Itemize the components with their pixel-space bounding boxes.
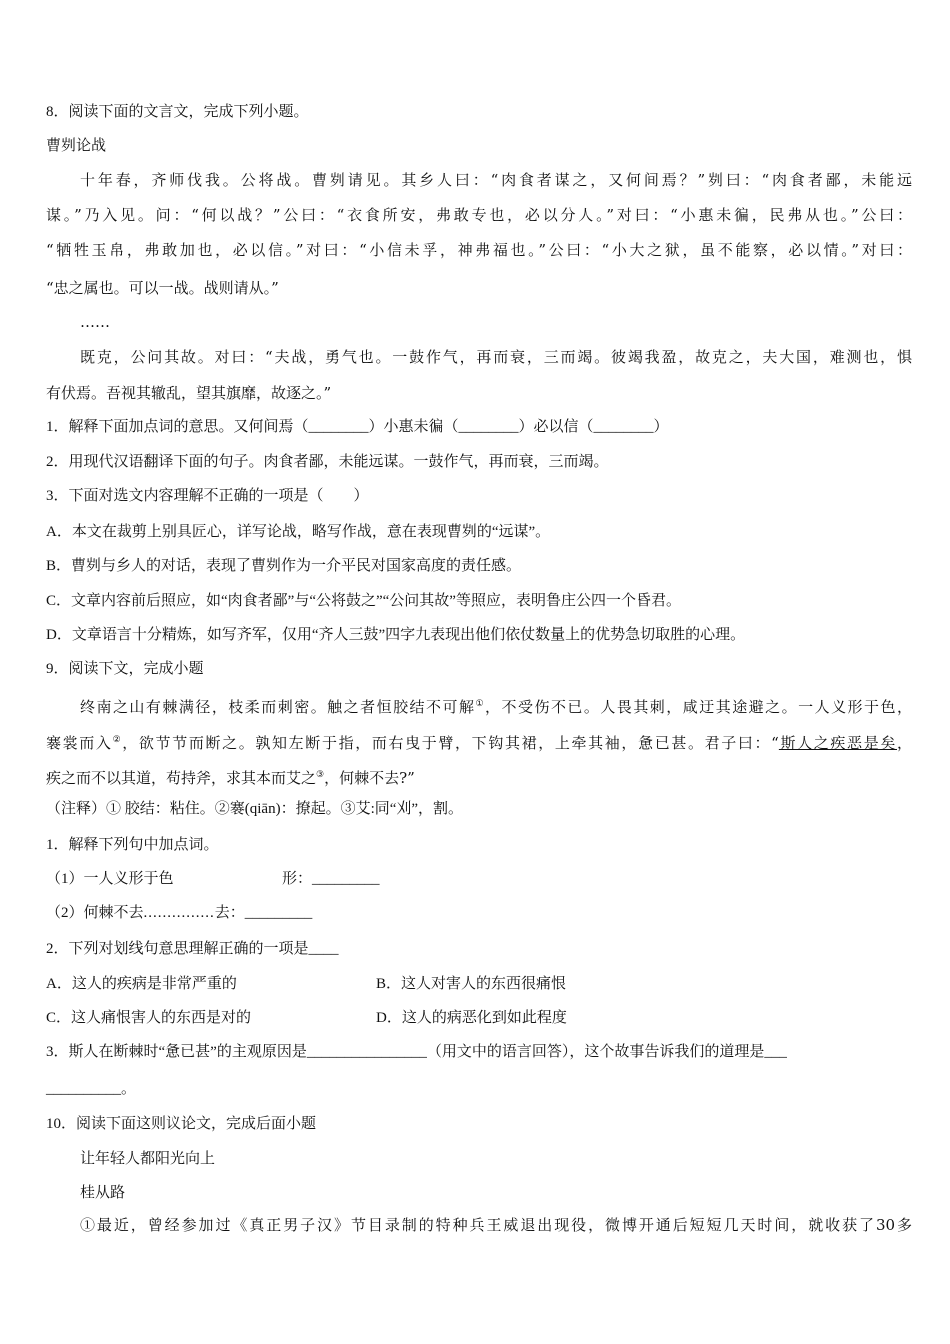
q10-heading: 10．阅读下面这则议论文，完成后面小题: [46, 1116, 317, 1132]
q8-option-b: B．曹刿与乡人的对话，表现了曹刿作为一介平民对国家高度的责任感。: [46, 558, 522, 574]
text: 褰裳而入: [46, 734, 113, 752]
text: ，不受伤不已。人畏其刺，咸迂其途避之。一人义形于色，: [485, 698, 912, 716]
q8-ellipsis: ……: [80, 313, 110, 331]
q10-title: 让年轻人都阳光向上: [80, 1149, 216, 1167]
footnote-ref: ③: [316, 770, 325, 780]
q8-title: 曹刿论战: [46, 136, 107, 154]
q8-para1-line: 谋。”乃入见。问：“何以战？”公曰：“衣食所安，弗敢专也，必以分人。”对曰：“小惠未徧，民弗从也。”公曰：: [46, 206, 912, 224]
q8-sub1: 1．解释下面加点词的意思。又何间焉（________）小惠未徧（________）必以信（________）: [46, 419, 669, 435]
q9-sub3: 3．斯人在断棘时“惫已甚”的主观原因是________________（用文中的语言回答），这个故事告诉我们的道理是___: [46, 1044, 787, 1060]
q8-option-d: D．文章语言十分精炼，如写齐军，仅用“齐人三鼓”四字九表现出他们依仗数量上的优势急切取胜的心理。: [46, 627, 746, 643]
q9-passage-line: [80, 694, 912, 717]
text: （2）何棘不去: [46, 905, 144, 921]
text: 终南之山有棘满径，枝柔而刺密。触之者恒胶结不可解: [80, 698, 476, 716]
answer-blank: 形：_________: [282, 871, 380, 887]
text: （1）一人义形于色: [46, 871, 174, 887]
q8-sub3: 3．下面对选文内容理解不正确的一项是（ ）: [46, 488, 369, 504]
q9-options-row: [46, 1008, 912, 1028]
underlined-sentence: 斯人之疾恶是矣: [778, 734, 897, 752]
q8-heading: 8．阅读下面的文言文，完成下列小题。: [46, 104, 309, 120]
text: ，何棘不去?”: [324, 769, 415, 787]
q8-para2-line: 有伏焉。吾视其辙乱，望其旗靡，故逐之。”: [46, 384, 332, 402]
q9-heading: 9．阅读下文，完成小题: [46, 661, 204, 677]
text: 疾之而不以其道，苟持斧，求其本而艾之: [46, 769, 317, 787]
q9-passage-line: [46, 730, 912, 753]
q8-option-c: C．文章内容前后照应，如“肉食者鄙”与“公将鼓之”“公问其故”等照应，表明鲁庄公四一个昏君。: [46, 593, 681, 609]
q9-option-b: B．这人对害人的东西很痛恨: [376, 976, 567, 992]
q8-para1-line: “牺牲玉帛，弗敢加也，必以信。”对曰：“小信未孚，神弗福也。”公曰：“小大之狱，虽不能察，必以情。”对曰：: [46, 241, 912, 259]
q9-option-c: C．这人痛恨害人的东西是对的: [46, 1010, 252, 1026]
footnote-ref: ①: [475, 699, 486, 709]
q9-item2: [46, 903, 312, 923]
q9-sub3-cont: __________。: [46, 1081, 137, 1097]
q9-options-row: [46, 974, 912, 994]
emphasis-dots: ...............: [143, 905, 215, 921]
q9-passage-line: [46, 765, 415, 788]
q8-option-a: A．本文在裁剪上别具匠心，详写论战，略写作战，意在表现曹刿的“远谋”。: [46, 524, 551, 540]
text: ，欲节节而断之。孰知左断于指，而右曳于臂，下钩其裙，上牵其袖，惫已甚。君子曰：“: [122, 734, 779, 752]
footnote-ref: ②: [112, 735, 123, 745]
q8-sub2: 2．用现代汉语翻译下面的句子。肉食者鄙，未能远谋。一鼓作气，再而衰，三而竭。: [46, 454, 609, 470]
q10-author: 桂从路: [80, 1183, 126, 1201]
q9-sub1: 1．解释下列句中加点词。: [46, 837, 219, 853]
q8-para1-line: 十年春，齐师伐我。公将战。曹刿请见。其乡人曰：“肉食者谋之，又何间焉？”刿曰：“肉食者鄙，未能远: [80, 171, 912, 189]
q8-para1-line: “忠之属也。可以一战。战则请从。”: [46, 279, 279, 297]
q9-sub2: 2．下列对划线句意思理解正确的一项是____: [46, 941, 339, 957]
answer-blank: 去：_________: [214, 905, 313, 921]
q9-item1: [46, 869, 380, 889]
q10-para1-line: ①最近，曾经参加过《真正男子汉》节目录制的特种兵王威退出现役，微博开通后短短几天时间，就收获了30多: [80, 1216, 912, 1234]
q9-option-d: D．这人的病恶化到如此程度: [376, 1010, 567, 1026]
q9-option-a: A．这人的疾病是非常严重的: [46, 976, 237, 992]
q8-para2-line: 既克，公问其故。对曰：“夫战，勇气也。一鼓作气，再而衰，三而竭。彼竭我盈，故克之，夫大国，难测也，惧: [80, 348, 912, 366]
q9-note: （注释）① 胶结：粘住。②褰(qiān)：撩起。③艾:同“刈”，割。: [46, 801, 464, 817]
text: ，: [896, 734, 912, 752]
